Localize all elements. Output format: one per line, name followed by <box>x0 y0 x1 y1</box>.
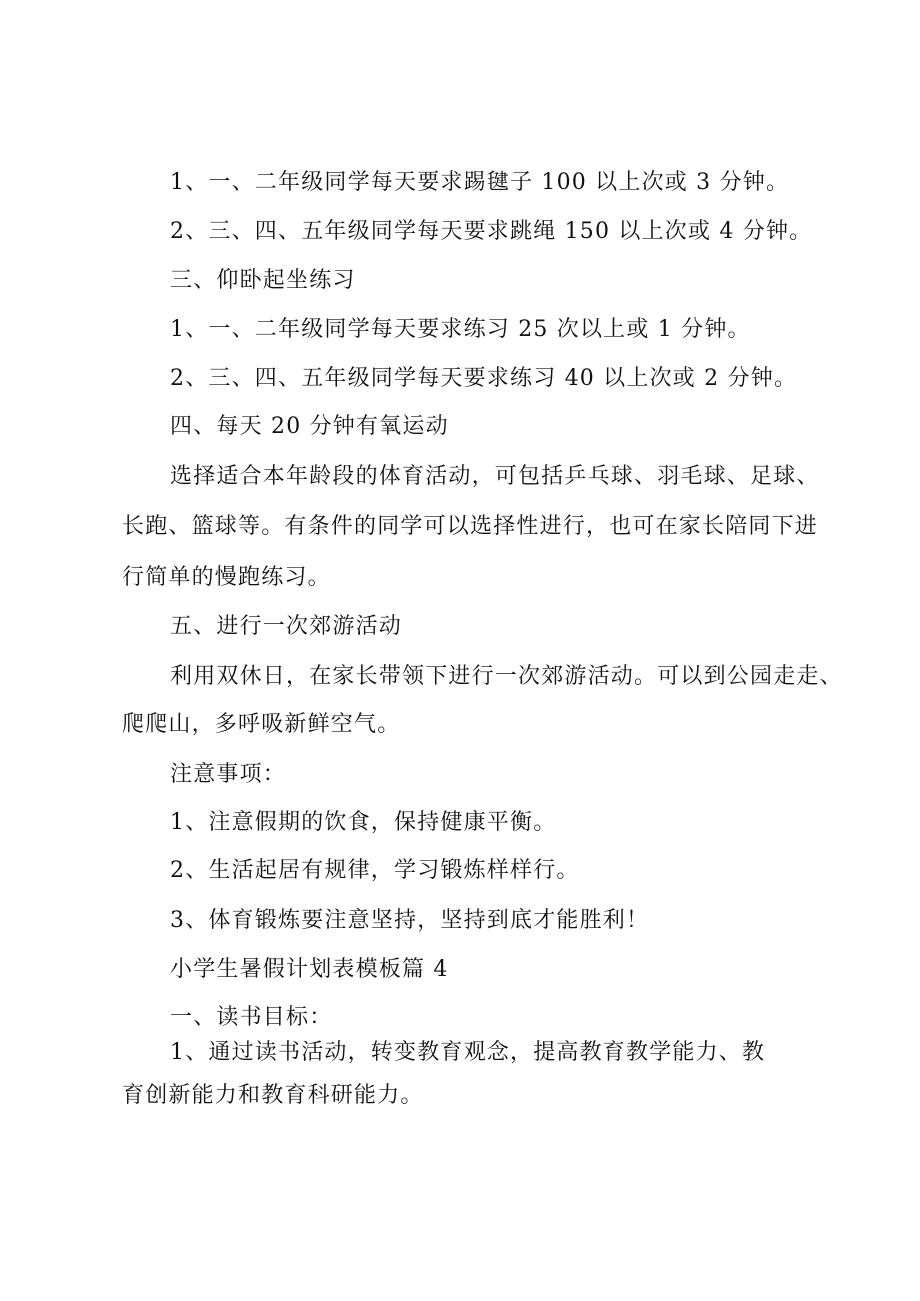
paragraph-line: 爬爬山，多呼吸新鲜空气。 <box>122 712 401 737</box>
paragraph-line: 选择适合本年龄段的体育活动，可包括乒乓球、羽毛球、足球、 <box>170 464 820 489</box>
paragraph-line: 3、体育锻炼要注意坚持，坚持到底才能胜利！ <box>170 908 650 933</box>
paragraph-line: 行简单的慢跑练习。 <box>122 565 331 590</box>
section-heading: 四、每天 20 分钟有氧运动 <box>170 414 449 439</box>
paragraph-line: 1、注意假期的饮食，保持健康平衡。 <box>170 810 557 835</box>
paragraph-line: 长跑、篮球等。有条件的同学可以选择性进行，也可在家长陪同下进 <box>122 514 819 539</box>
paragraph-line: 2、生活起居有规律，学习锻炼样样行。 <box>170 858 580 883</box>
paragraph-line: 1、一、二年级同学每天要求踢毽子 100 以上次或 3 分钟。 <box>170 170 790 195</box>
document-title: 小学生暑假计划表模板篇 4 <box>170 957 449 982</box>
section-heading: 三、仰卧起坐练习 <box>170 268 356 293</box>
paragraph-line: 利用双休日，在家长带领下进行一次郊游活动。可以到公园走走、 <box>170 664 843 689</box>
paragraph-line: 2、三、四、五年级同学每天要求跳绳 150 以上次或 4 分钟。 <box>170 219 813 244</box>
section-heading: 五、进行一次郊游活动 <box>170 614 403 639</box>
section-heading: 一、读书目标： <box>170 1005 333 1030</box>
paragraph-line: 2、三、四、五年级同学每天要求练习 40 以上次或 2 分钟。 <box>170 366 798 391</box>
paragraph-line: 1、通过读书活动，转变教育观念，提高教育教学能力、教 <box>170 1040 766 1065</box>
paragraph-line: 育创新能力和教育科研能力。 <box>122 1083 424 1108</box>
paragraph-line: 1、一、二年级同学每天要求练习 25 次以上或 1 分钟。 <box>170 317 751 342</box>
section-heading: 注意事项： <box>170 762 287 787</box>
